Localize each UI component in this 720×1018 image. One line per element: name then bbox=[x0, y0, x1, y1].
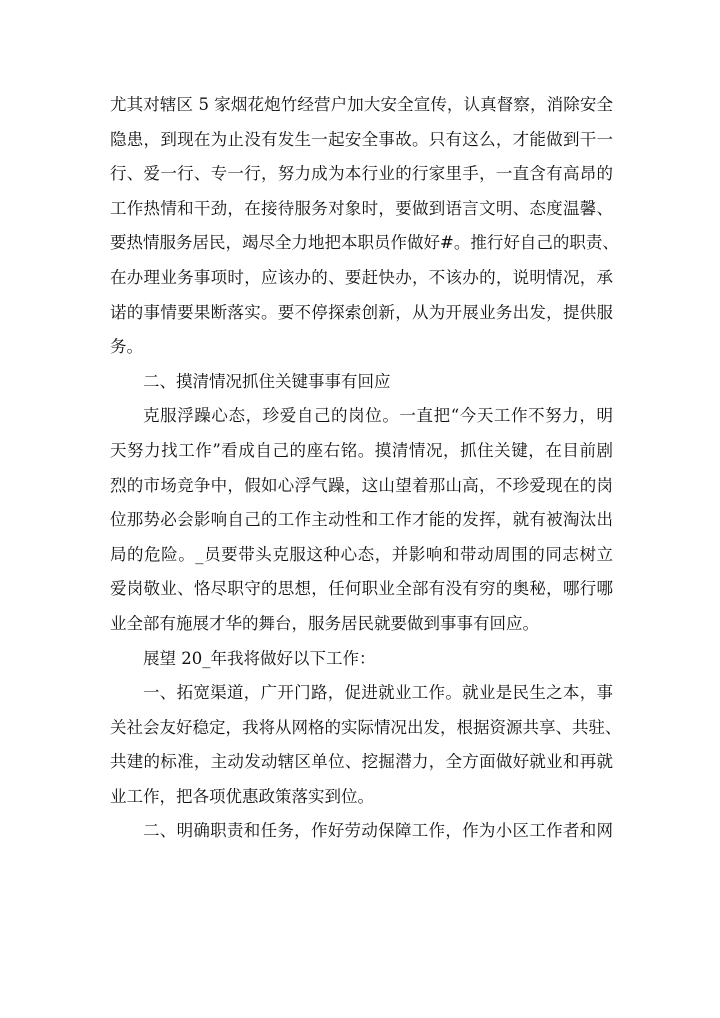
text-line: 一、拓宽渠道，广开门路，促进就业工作。就业是民生之本，事 bbox=[143, 683, 613, 703]
text-line: 要热情服务居民，竭尽全力地把本职员作做好#。推行好自己的职责、 bbox=[110, 233, 619, 253]
text-line: 局的危险。_员要带头克服这种心态，并影响和带动周围的同志树立 bbox=[110, 544, 613, 564]
text-line: 爱岗敬业、恪尽职守的思想，任何职业全部有没有穷的奥秘，哪行哪 bbox=[110, 579, 613, 599]
section-heading: 展望 20_年我将做好以下工作： bbox=[143, 648, 376, 668]
text-line: 关社会友好稳定，我将从网格的实际情况出发，根据资源共享、共驻、 bbox=[110, 717, 622, 737]
text-line: 天努力找工作”看成自己的座右铭。摸清情况，抓住关键，在目前剧 bbox=[110, 440, 613, 460]
text-line: 业工作，把各项优惠政策落实到位。 bbox=[110, 786, 374, 806]
text-line: 行、爱一行、专一行，努力成为本行业的行家里手，一直含有高昂的 bbox=[110, 164, 613, 184]
text-line: 诺的事情要果断落实。要不停探索创新，从为开展业务出发，提供服 bbox=[110, 302, 613, 322]
text-line: 克服浮躁心态，珍爱自己的岗位。一直把“今天工作不努力，明 bbox=[143, 406, 613, 426]
text-line: 在办理业务事项时，应该办的、要赶快办，不该办的，说明情况，承 bbox=[110, 267, 613, 287]
text-line: 烈的市场竞争中，假如心浮气躁，这山望着那山高，不珍爱现在的岗 bbox=[110, 475, 613, 495]
text-line: 隐患，到现在为止没有发生一起安全事故。只有这么，才能做到干一 bbox=[110, 129, 613, 149]
section-heading: 二、摸清情况抓住关键事事有回应 bbox=[143, 371, 391, 391]
text-line: 二、明确职责和任务，作好劳动保障工作，作为小区工作者和网 bbox=[143, 821, 613, 841]
text-line: 务。 bbox=[110, 337, 143, 357]
text-line: 工作热情和干劲，在接待服务对象时，要做到语言文明、态度温馨、 bbox=[110, 198, 613, 218]
text-line: 尤其对辖区 5 家烟花炮竹经营户加大安全宣传，认真督察，消除安全 bbox=[110, 95, 613, 114]
text-line: 业全部有施展才华的舞台，服务居民就要做到事事有回应。 bbox=[110, 613, 539, 633]
document-body bbox=[110, 88, 622, 849]
text-line: 位那势必会影响自己的工作主动性和工作才能的发挥，就有被淘汰出 bbox=[110, 510, 613, 530]
text-line: 共建的标准，主动发动辖区单位、挖掘潜力，全方面做好就业和再就 bbox=[110, 752, 613, 772]
